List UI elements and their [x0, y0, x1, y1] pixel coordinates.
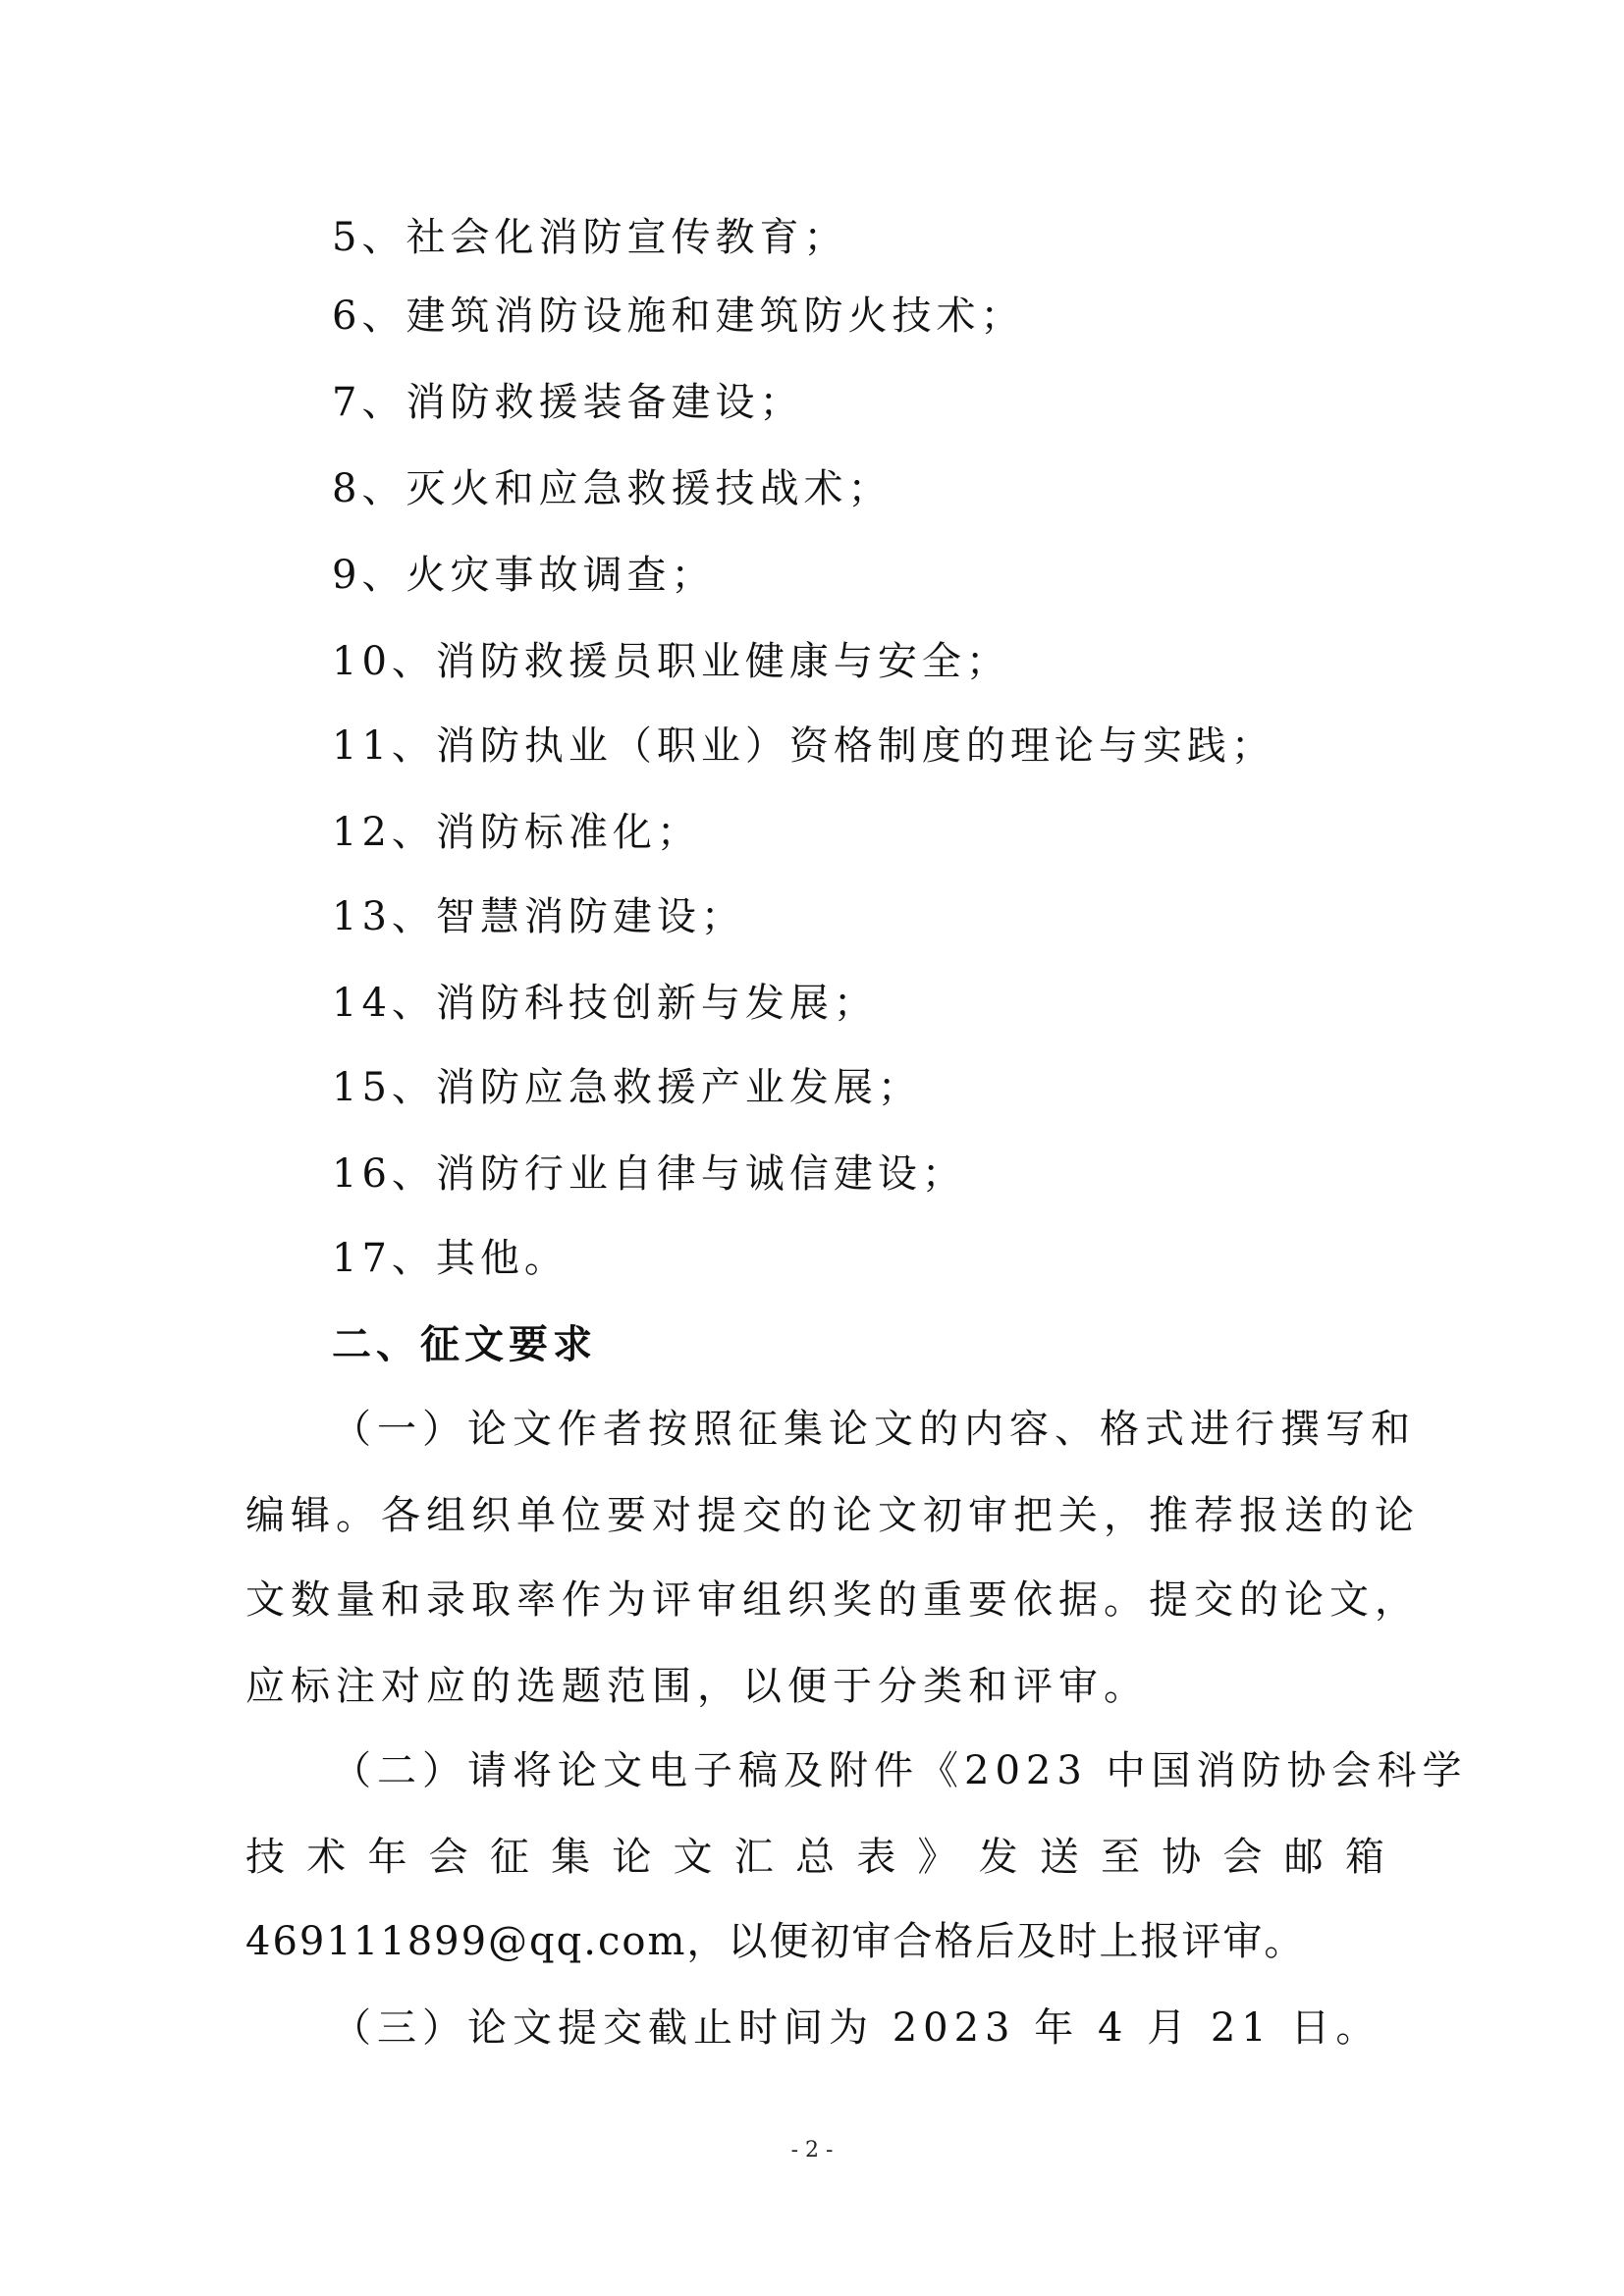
paragraph-line: 应标注对应的选题范围，以便于分类和评审。: [245, 1664, 1149, 1709]
justified-char: 邮: [1283, 1835, 1324, 1880]
paragraph-line: 编辑。各组织单位要对提交的论文初审把关，推荐报送的论: [245, 1493, 1420, 1538]
list-item: 7、消防救援装备建设；: [332, 380, 804, 425]
justified-char: 汇: [733, 1835, 774, 1880]
list-item: 16、消防行业自律与诚信建设；: [332, 1151, 966, 1197]
list-item: 9、火灾事故调查；: [332, 553, 716, 598]
list-item: 17、其他。: [332, 1236, 568, 1281]
list-item: 12、消防标准化；: [332, 810, 701, 855]
justified-char: 至: [1101, 1835, 1141, 1880]
justified-char: 》: [917, 1835, 957, 1880]
justified-char: 表: [856, 1835, 896, 1880]
justified-char: 送: [1039, 1835, 1079, 1880]
justified-char: 技: [245, 1835, 285, 1880]
paragraph-line: （一）论文作者按照征集论文的内容、格式进行撰写和: [332, 1407, 1416, 1452]
list-item: 14、消防科技创新与发展；: [332, 981, 878, 1026]
list-item: 13、智慧消防建设；: [332, 894, 745, 939]
paragraph-line: 469111899@qq.com，以便初审合格后及时上报评审。: [245, 1919, 1306, 1964]
list-item: 10、消防救援员职业健康与安全；: [332, 639, 1010, 684]
paragraph-line: （三）论文提交截止时间为 2023 年 4 月 21 日。: [332, 2005, 1381, 2051]
page-number: - 2 -: [790, 2138, 834, 2163]
list-item: 11、消防执业（职业）资格制度的理论与实践；: [332, 723, 1275, 769]
list-item: 5、社会化消防宣传教育；: [332, 215, 848, 260]
paragraph-line: 文数量和录取率作为评审组织奖的重要依据。提交的论文，: [245, 1577, 1420, 1623]
justified-char: 术: [306, 1835, 347, 1880]
section-heading: 二、征文要求: [332, 1322, 597, 1367]
justified-char: 集: [551, 1835, 591, 1880]
list-item: 15、消防应急救援产业发展；: [332, 1065, 922, 1110]
justified-char: 文: [673, 1835, 713, 1880]
justified-char: 总: [794, 1835, 835, 1880]
justified-char: 会: [428, 1835, 468, 1880]
justified-char: 论: [612, 1835, 652, 1880]
justified-char: 箱: [1344, 1835, 1384, 1880]
justified-char: 发: [978, 1835, 1018, 1880]
list-item: 8、灭火和应急救援技战术；: [332, 466, 893, 511]
justified-char: 征: [489, 1835, 529, 1880]
justified-char: 会: [1222, 1835, 1263, 1880]
list-item: 6、建筑消防设施和建筑防火技术；: [332, 294, 1025, 339]
paragraph-line: （二）请将论文电子稿及附件《2023 中国消防协会科学: [332, 1748, 1468, 1793]
justified-char: 协: [1162, 1835, 1202, 1880]
paragraph-line-justified: [245, 1828, 1384, 1887]
justified-char: 年: [367, 1835, 407, 1880]
